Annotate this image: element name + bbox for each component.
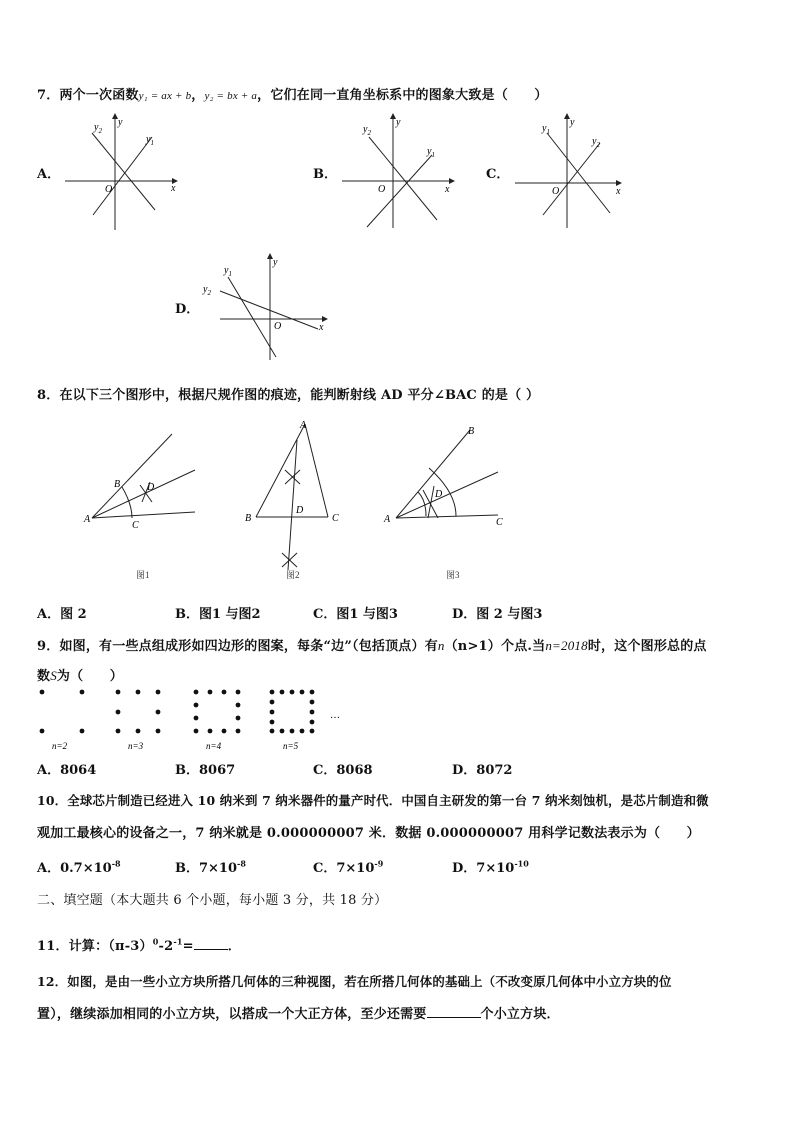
point-d: D (147, 482, 155, 493)
q8-option-a: A．图 2 (37, 607, 87, 622)
label-n3: n=3 (128, 741, 144, 751)
answer-blank-12[interactable] (427, 1017, 481, 1018)
point-a: A (84, 514, 91, 525)
line-y1-label: $y_1$ (146, 134, 154, 147)
q10-option-c: C．$7\times 10^{-9}$ (313, 858, 384, 876)
q10-option-b: B．$7\times 10^{-8}$ (175, 858, 246, 876)
line-y2 (543, 143, 600, 215)
q9-option-b: B．8067 (175, 763, 236, 778)
origin-label: O (552, 186, 560, 197)
question-10-stem-line2: 观加工最核心的设备之一，7 纳米就是 0.000000007 米．数据 0.000000007 用科学记数法表示为（ ） (37, 826, 700, 841)
line-y1 (93, 137, 152, 215)
q7-option-d-label: D． (175, 302, 200, 317)
q8-option-d: D．图 2 与图3 (452, 607, 543, 622)
line-y2-label: $y_2$ (94, 122, 102, 135)
label-n4: n=4 (206, 741, 222, 751)
section-2-title: 二、填空题（本大题共 6 个小题，每小题 3 分，共 18 分） (37, 893, 388, 908)
point-b: B (468, 426, 475, 437)
q8-figure-1 (80, 430, 210, 590)
caption-figure-2: 图2 (286, 570, 300, 580)
origin-label: O (274, 321, 282, 332)
pattern-n3 (116, 690, 161, 734)
x-axis-label: x (445, 184, 450, 195)
pattern-n2 (40, 690, 85, 734)
line-y1-label: $y_1$ (427, 146, 435, 159)
label-n5: n=5 (283, 741, 299, 751)
line-y1-label: $y_1$ (542, 123, 550, 136)
line-y1-label: $y_1$ (224, 265, 232, 278)
origin-label: O (105, 184, 113, 195)
point-b: B (245, 513, 252, 524)
line-y2 (220, 291, 318, 329)
answer-blank-11[interactable] (194, 949, 228, 950)
point-a: A (384, 514, 391, 525)
caption-figure-1: 图1 (136, 570, 150, 580)
y-axis-label: y (396, 117, 401, 128)
q8-figure-2 (240, 418, 350, 590)
q7-option-b-label: B． (313, 167, 337, 182)
q7-option-a-label: A． (37, 167, 61, 182)
point-b: B (114, 479, 121, 490)
y2-expression: y₂ = bx + a (204, 90, 258, 102)
y-axis-label: y (570, 117, 575, 128)
question-11-stem: 11．计算：$(\pi-3)^0-2^{-1}=$ ． (37, 936, 241, 954)
q9-option-d: D．8072 (452, 763, 513, 778)
y-axis-label: y (273, 257, 278, 268)
point-c: C (332, 513, 339, 524)
line-y2-label: $y_2$ (592, 136, 600, 149)
x-axis-label: x (616, 186, 621, 197)
q9-dot-patterns (30, 683, 370, 753)
point-a: A (300, 420, 307, 431)
caption-figure-3: 图3 (446, 570, 460, 580)
question-12-stem-line2: 置），继续添加相同的小立方块，以搭成一个大正方体，至少还需要 个小立方块． (37, 1007, 560, 1022)
origin-label: O (378, 184, 386, 195)
point-d: D (296, 505, 304, 516)
point-c: C (496, 517, 503, 528)
ellipsis: … (330, 710, 340, 721)
q9-option-c: C．8068 (313, 763, 373, 778)
question-8-stem: 8．在以下三个图形中，根据尺规作图的痕迹，能判断射线 AD 平分∠BAC 的是（ ） (37, 388, 540, 403)
question-9-stem-line1: 9．如图，有一些点组成形如四边形的图案，每条“边”（包括顶点）有n（n>1）个点.当n=2018时，这个图形总的点 (37, 638, 707, 654)
q8-figure-3 (380, 418, 510, 590)
question-9-stem-line2: 数S为（ ） (37, 668, 123, 684)
x-axis-label: x (319, 322, 324, 333)
pattern-n5 (270, 690, 315, 734)
q10-option-a: A．$0.7\times 10^{-8}$ (37, 858, 121, 876)
line-y2-label: $y_2$ (363, 124, 371, 137)
line-y1 (228, 277, 276, 357)
q7-graph-b (337, 115, 462, 233)
x-axis-label: x (171, 183, 176, 194)
q10-option-d: D．$7\times 10^{-10}$ (452, 858, 529, 876)
pattern-n4 (194, 690, 241, 734)
line-y2-label: $y_2$ (203, 284, 211, 297)
q7-graph-d (200, 255, 335, 365)
point-c: C (132, 520, 139, 531)
point-d: D (435, 489, 443, 500)
q7-option-c-label: C． (486, 167, 510, 182)
line-y1 (367, 155, 432, 227)
q7-graph-c (510, 115, 635, 233)
q8-option-c: C．图1 与图3 (313, 607, 398, 622)
y-axis-label: y (118, 117, 123, 128)
q9-option-a: A．8064 (37, 763, 97, 778)
y1-expression: y₁ = ax + b (138, 90, 192, 102)
line-y1 (547, 133, 610, 213)
question-10-stem-line1: 10．全球芯片制造已经进入 10 纳米到 7 纳米器件的量产时代．中国自主研发的第一台 7 纳米刻蚀机，是芯片制造和微 (37, 793, 709, 808)
question-12-stem-line1: 12．如图，是由一些小立方块所搭几何体的三种视图，若在所搭几何体的基础上（不改变原几何体中小立方块的位 (37, 974, 672, 989)
label-n2: n=2 (52, 741, 68, 751)
q8-option-b: B．图1 与图2 (175, 607, 261, 622)
q7-graph-a (60, 115, 185, 233)
question-7-stem: 7．两个一次函数y₁ = ax + b，y₂ = bx + a，它们在同一直角坐标系中的图象大致是（ ） (37, 88, 548, 103)
